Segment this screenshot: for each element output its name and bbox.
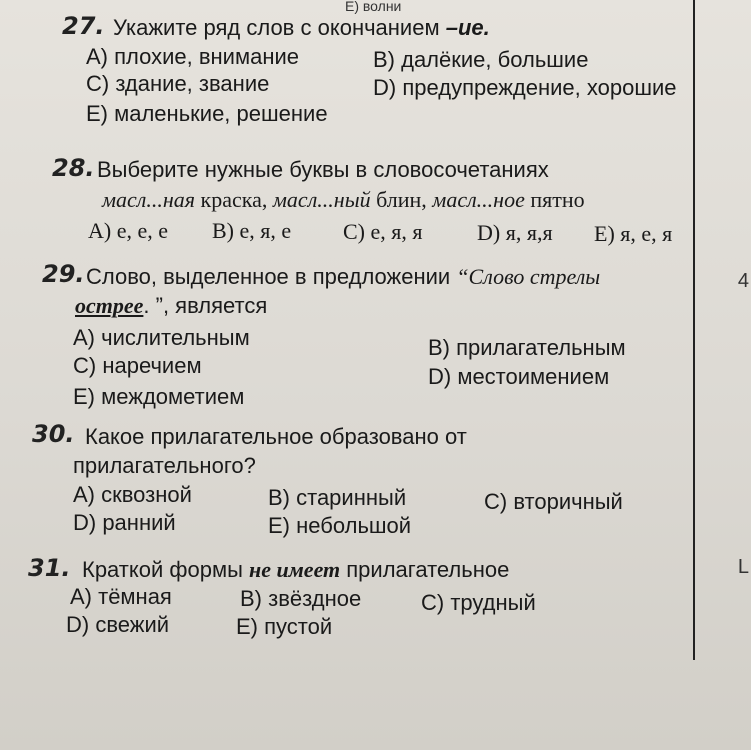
question-29-text: Слово, выделенное в предложении “Слово стрелы — [86, 264, 601, 289]
question-31-option-c: C) трудный — [421, 590, 536, 615]
question-28-option-b: B) е, я, е — [212, 218, 292, 243]
question-30-option-d: D) ранний — [73, 510, 176, 535]
margin-mark-1: 4 — [737, 270, 749, 292]
question-29-option-b: B) прилагательным — [428, 335, 626, 360]
question-27-option-b: B) далёкие, большие — [373, 47, 589, 72]
question-31-option-e: E) пустой — [236, 614, 333, 639]
question-28-phrases: масл...ная краска, масл...ный блин, масл...ное пятно — [102, 187, 585, 212]
question-29-number: 29. — [42, 260, 85, 288]
question-30-option-c: C) вторичный — [484, 489, 623, 514]
question-27-option-c: C) здание, звание — [86, 71, 270, 96]
question-28-text: Выберите нужные буквы в словосочетаниях — [97, 157, 549, 182]
margin-mark-2: L — [737, 556, 749, 578]
question-31-emphasis: не имеет — [249, 557, 341, 582]
question-29-option-a: A) числительным — [73, 325, 250, 350]
question-31-option-d: D) свежий — [66, 612, 170, 637]
question-28-option-a: A) е, е, е — [88, 218, 169, 243]
cut-off-text: Е) волни — [345, 0, 402, 14]
question-30-text: Какое прилагательное образовано от — [85, 424, 467, 449]
question-27-option-a: A) плохие, внимание — [86, 44, 300, 69]
question-31-option-b: B) звёздное — [240, 586, 362, 611]
question-30-number: 30. — [32, 420, 75, 448]
question-31-option-a: A) тёмная — [70, 584, 172, 609]
question-27-number: 27. — [62, 12, 105, 40]
question-28-option-d: D) я, я,я — [477, 220, 553, 245]
question-28-number: 28. — [52, 154, 95, 182]
question-28-option-e: E) я, е, я — [594, 221, 673, 246]
question-28-option-c: C) е, я, я — [343, 219, 423, 244]
question-29-option-c: C) наречием — [73, 353, 202, 378]
question-29-text-line2: острее. ”, является — [75, 293, 268, 318]
question-29-option-d: D) местоимением — [428, 364, 610, 389]
question-30-option-a: A) сквозной — [73, 482, 192, 507]
question-27-ending: –ие. — [445, 15, 490, 40]
question-27-option-e: E) маленькие, решение — [86, 101, 328, 126]
question-27-option-d: D) предупреждение, хорошие — [373, 75, 677, 100]
question-29-underlined-word: острее — [75, 293, 144, 318]
question-30-option-e: E) небольшой — [268, 513, 412, 538]
question-31-number: 31. — [28, 554, 71, 582]
question-29-option-e: E) междометием — [73, 384, 245, 409]
question-30-text-line2: прилагательного? — [73, 453, 256, 478]
question-27-text: Укажите ряд слов с окончанием –ие. — [113, 15, 490, 40]
question-31-text: Краткой формы не имеет прилагательное — [82, 557, 510, 582]
margin-line — [693, 0, 695, 660]
question-29-quote: “Слово стрелы — [456, 264, 601, 289]
question-30-option-b: B) старинный — [268, 485, 407, 510]
